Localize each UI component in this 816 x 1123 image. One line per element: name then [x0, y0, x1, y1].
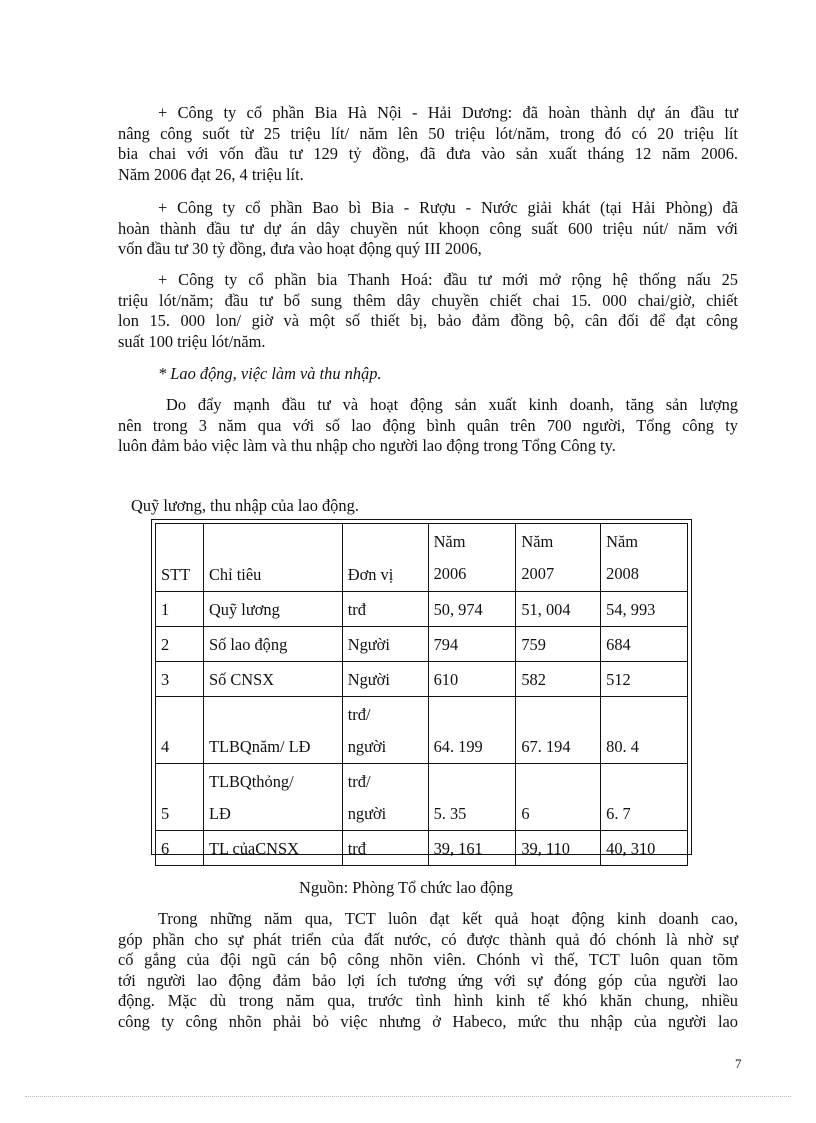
text-line: triệu lót/năm; đầu tư bổ sung thêm dây chuyền chiết chai 15. 000 chai/giờ, chiết: [118, 290, 738, 310]
text-line: + Công ty cổ phần bia Thanh Hoá: đầu tư mới mở rộng hệ thống nấu 25: [158, 270, 738, 289]
text-line: luôn đảm bảo việc làm và thu nhập cho người lao động trong Tổng Công ty.: [118, 436, 616, 456]
text-line: suất 100 triệu lót/năm.: [118, 331, 266, 351]
text-line: tới người lao động đảm bảo lợi ích tương ứng với sự đóng góp của người lao: [118, 970, 738, 990]
page-number: 7: [735, 1056, 742, 1071]
cell-2008: 80. 4: [601, 697, 688, 764]
cell-2007: 67. 194: [516, 697, 601, 764]
paragraph-haiphong-packaging: [118, 198, 738, 260]
cell-unit: trđ: [342, 592, 428, 627]
cell-2007: 582: [516, 662, 601, 697]
header-year-2008: Năm 2008: [601, 524, 688, 592]
cell-indicator: TLBQthỏng/ LĐ: [203, 764, 342, 831]
cell-2007: 39, 110: [516, 831, 601, 866]
header-year-2006: Năm 2006: [428, 524, 516, 592]
cell-2006: 39, 161: [428, 831, 516, 866]
cell-2008: 512: [601, 662, 688, 697]
table-source: Nguồn: Phòng Tổ chức lao động: [299, 878, 513, 897]
cell-2007: 6: [516, 764, 601, 831]
cell-2007: 51, 004: [516, 592, 601, 627]
cell-2006: 50, 974: [428, 592, 516, 627]
cell-stt: 2: [156, 627, 204, 662]
table-caption: Quỹ lương, thu nhập của lao động.: [131, 496, 359, 515]
table-row: [156, 662, 688, 697]
cell-2006: 610: [428, 662, 516, 697]
cell-unit: Người: [342, 662, 428, 697]
text-line: công ty công nhõn phải bỏ việc nhưng ở Habeco, mức thu nhập của người lao: [118, 1011, 738, 1031]
cell-2006: 794: [428, 627, 516, 662]
text-line: hoàn thành đầu tư dự án dây chuyền nút khoọn công suất 600 triệu nút/ năm với: [118, 218, 738, 238]
salary-table: [155, 523, 688, 866]
cell-stt: 3: [156, 662, 204, 697]
header-unit: Đơn vị: [342, 524, 428, 592]
text-line: Do đẩy mạnh đầu tư và hoạt động sản xuất kinh doanh, tăng sản lượng: [166, 395, 738, 414]
cell-unit: trđ/ người: [342, 697, 428, 764]
text-line: bia chai với vốn đầu tư 129 tỷ đồng, đã đưa vào sản xuất tháng 12 năm 2006.: [118, 144, 738, 164]
header-stt: STT: [156, 524, 204, 592]
text-line: nên trong 3 năm qua với số lao động bình quân trên 700 người, Tổng công ty: [118, 415, 738, 435]
header-year-2007: Năm 2007: [516, 524, 601, 592]
text-line: lon 15. 000 lon/ giờ và một số thiết bị, bảo đảm đồng bộ, cân đối để đạt công: [118, 311, 738, 331]
text-line: động. Mặc dù trong năm qua, trước tình hình kinh tế khó khăn chung, nhiều: [118, 991, 738, 1011]
cell-2007: 759: [516, 627, 601, 662]
cell-2006: 5. 35: [428, 764, 516, 831]
salary-table-frame: [151, 519, 692, 858]
text-line: + Công ty cổ phần Bao bì Bia - Rượu - Nước giải khát (tại Hải Phòng) đã: [158, 198, 738, 217]
cell-stt: 6: [156, 831, 204, 866]
cell-2008: 54, 993: [601, 592, 688, 627]
cell-stt: 5: [156, 764, 204, 831]
cell-indicator: Số lao động: [203, 627, 342, 662]
cell-2008: 684: [601, 627, 688, 662]
text-line: vốn đầu tư 30 tỷ đồng, đưa vào hoạt động quý III 2006,: [118, 239, 482, 259]
section-heading: [118, 364, 738, 385]
cell-stt: 4: [156, 697, 204, 764]
text-line: + Công ty cổ phần Bia Hà Nội - Hải Dương: đã hoàn thành dự án đầu tư: [158, 103, 738, 122]
cell-2008: 40, 310: [601, 831, 688, 866]
cell-unit: Người: [342, 627, 428, 662]
text-line: góp phần cho sự phát triển của đất nước, có được thành quả đó chónh là nhờ sự: [118, 929, 738, 949]
cell-stt: 1: [156, 592, 204, 627]
cell-2008: 6. 7: [601, 764, 688, 831]
cell-2006: 64. 199: [428, 697, 516, 764]
text-line: cố gắng của đội ngũ cán bộ công nhõn viên. Chónh vì thế, TCT luôn quan tõm: [118, 950, 738, 970]
cell-indicator: Quỹ lương: [203, 592, 342, 627]
text-line: nâng công suốt từ 25 triệu lít/ năm lên 50 triệu lót/năm, trong đó có 20 triệu lít: [118, 123, 738, 143]
text-line: Trong những năm qua, TCT luôn đạt kết quả hoạt động kinh doanh cao,: [158, 909, 738, 928]
table-row: [156, 627, 688, 662]
cell-indicator: Số CNSX: [203, 662, 342, 697]
paragraph-labour: [118, 395, 738, 457]
cell-indicator: TLBQnăm/ LĐ: [203, 697, 342, 764]
table-row: [156, 764, 688, 831]
paragraph-thanhhoa: [118, 270, 738, 352]
cell-unit: trđ: [342, 831, 428, 866]
table-row: [156, 697, 688, 764]
paragraph-hanoi-haiduong: [118, 103, 738, 185]
cell-unit: trđ/ người: [342, 764, 428, 831]
cell-indicator: TL củaCNSX: [203, 831, 342, 866]
table-header-row: [156, 524, 688, 592]
page-bottom-divider: [25, 1096, 791, 1097]
header-indicator: Chỉ tiêu: [203, 524, 342, 592]
table-row: [156, 592, 688, 627]
table-row: [156, 831, 688, 866]
paragraph-conclusion: [118, 909, 738, 1033]
heading-text: * Lao động, việc làm và thu nhập.: [158, 364, 382, 383]
text-line: Năm 2006 đạt 26, 4 triệu lít.: [118, 164, 304, 184]
